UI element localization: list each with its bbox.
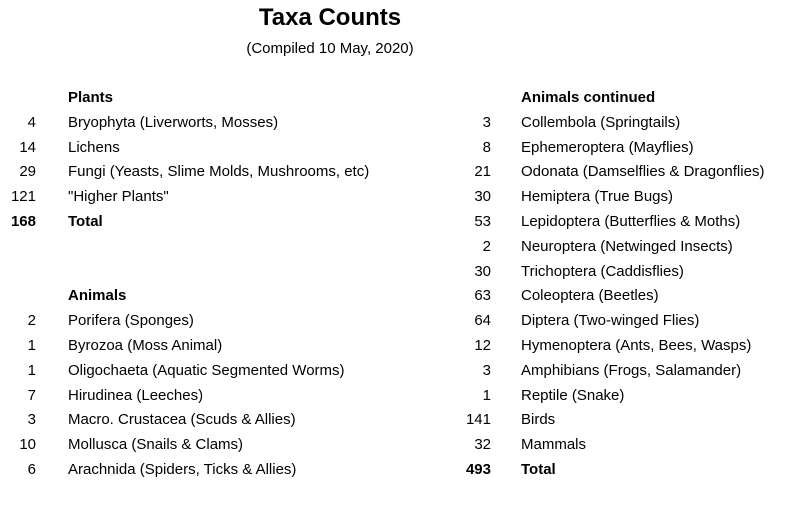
taxa-count: 32	[474, 436, 491, 454]
taxa-count: 6	[27, 460, 36, 478]
taxa-row	[430, 359, 800, 384]
taxa-label: Amphibians (Frogs, Salamander)	[521, 361, 742, 379]
taxa-count: 10	[19, 436, 36, 454]
section-heading-label: Animals	[68, 287, 127, 305]
taxa-row	[0, 359, 460, 384]
plants-animals-table	[0, 86, 460, 483]
taxa-row	[430, 384, 800, 409]
taxa-row	[0, 185, 460, 210]
taxa-label: Hymenoptera (Ants, Bees, Wasps)	[521, 336, 752, 354]
taxa-count: 1	[482, 386, 491, 404]
taxa-row	[430, 309, 800, 334]
section-heading	[0, 284, 460, 309]
spacer-row	[0, 235, 460, 260]
taxa-row	[430, 111, 800, 136]
taxa-label: Lichens	[68, 138, 120, 156]
taxa-count: 2	[27, 312, 36, 330]
taxa-label: Hemiptera (True Bugs)	[521, 188, 673, 206]
taxa-label: Hirudinea (Leeches)	[68, 386, 204, 404]
page-title: Taxa Counts	[258, 4, 402, 31]
taxa-count: 493	[465, 460, 491, 478]
taxa-row	[0, 160, 460, 185]
animals-continued-table	[430, 86, 800, 483]
page-subtitle: (Compiled 10 May, 2020)	[246, 40, 414, 57]
taxa-count: 4	[27, 113, 36, 131]
spacer-row	[0, 260, 460, 285]
taxa-row	[430, 433, 800, 458]
taxa-row	[0, 309, 460, 334]
taxa-row	[430, 408, 800, 433]
taxa-label: Lepidoptera (Butterflies & Moths)	[521, 212, 741, 230]
taxa-count: 3	[482, 113, 491, 131]
taxa-count: 141	[465, 411, 491, 429]
taxa-row	[430, 210, 800, 235]
taxa-count: 3	[27, 411, 36, 429]
total-row	[0, 210, 460, 235]
taxa-count: 121	[10, 188, 36, 206]
taxa-row	[430, 260, 800, 285]
taxa-label: Ephemeroptera (Mayflies)	[521, 138, 694, 156]
taxa-label: Porifera (Sponges)	[68, 312, 194, 330]
taxa-row	[0, 334, 460, 359]
taxa-row	[430, 235, 800, 260]
taxa-row	[0, 433, 460, 458]
taxa-count: 30	[474, 262, 491, 280]
taxa-label: Macro. Crustacea (Scuds & Allies)	[68, 411, 296, 429]
taxa-count: 64	[474, 312, 491, 330]
section-heading	[0, 86, 460, 111]
taxa-label: Bryophyta (Liverworts, Mosses)	[68, 113, 279, 131]
taxa-count: 12	[474, 336, 491, 354]
taxa-label: Diptera (Two-winged Flies)	[521, 312, 700, 330]
taxa-label: Trichoptera (Caddisflies)	[521, 262, 684, 280]
taxa-count: 7	[27, 386, 36, 404]
taxa-count: 1	[27, 361, 36, 379]
taxa-count: 30	[474, 188, 491, 206]
taxa-count: 3	[482, 361, 491, 379]
taxa-label: "Higher Plants"	[68, 188, 169, 206]
taxa-label: Total	[521, 460, 556, 478]
taxa-count: 8	[482, 138, 491, 156]
section-heading	[430, 86, 800, 111]
taxa-label: Birds	[521, 411, 556, 429]
taxa-row	[0, 458, 460, 483]
taxa-label: Byrozoa (Moss Animal)	[68, 336, 223, 354]
taxa-label: Mollusca (Snails & Clams)	[68, 436, 244, 454]
taxa-label: Neuroptera (Netwinged Insects)	[521, 237, 733, 255]
taxa-label: Oligochaeta (Aquatic Segmented Worms)	[68, 361, 345, 379]
taxa-row	[0, 111, 460, 136]
taxa-label: Reptile (Snake)	[521, 386, 625, 404]
section-heading-label: Plants	[68, 89, 114, 106]
taxa-row	[0, 408, 460, 433]
taxa-count: 21	[474, 163, 491, 181]
taxa-label: Fungi (Yeasts, Slime Molds, Mushrooms, etc)	[68, 163, 370, 181]
taxa-count: 14	[19, 138, 36, 156]
taxa-row	[0, 136, 460, 161]
taxa-label: Mammals	[521, 436, 587, 454]
taxa-count: 53	[474, 212, 491, 230]
taxa-row	[430, 284, 800, 309]
taxa-row	[430, 185, 800, 210]
taxa-label: Collembola (Springtails)	[521, 113, 681, 131]
total-row	[430, 458, 800, 483]
taxa-label: Coleoptera (Beetles)	[521, 287, 659, 305]
taxa-count: 2	[482, 237, 491, 255]
taxa-row	[430, 160, 800, 185]
taxa-count: 63	[474, 287, 491, 305]
taxa-count: 168	[10, 212, 36, 230]
section-heading-label: Animals continued	[521, 89, 656, 106]
taxa-row	[0, 384, 460, 409]
taxa-count: 1	[27, 336, 36, 354]
taxa-row	[430, 136, 800, 161]
taxa-row	[430, 334, 800, 359]
taxa-label: Arachnida (Spiders, Ticks & Allies)	[68, 460, 297, 478]
taxa-label: Odonata (Damselflies & Dragonflies)	[521, 163, 765, 181]
taxa-label: Total	[68, 212, 103, 230]
taxa-count: 29	[19, 163, 36, 181]
